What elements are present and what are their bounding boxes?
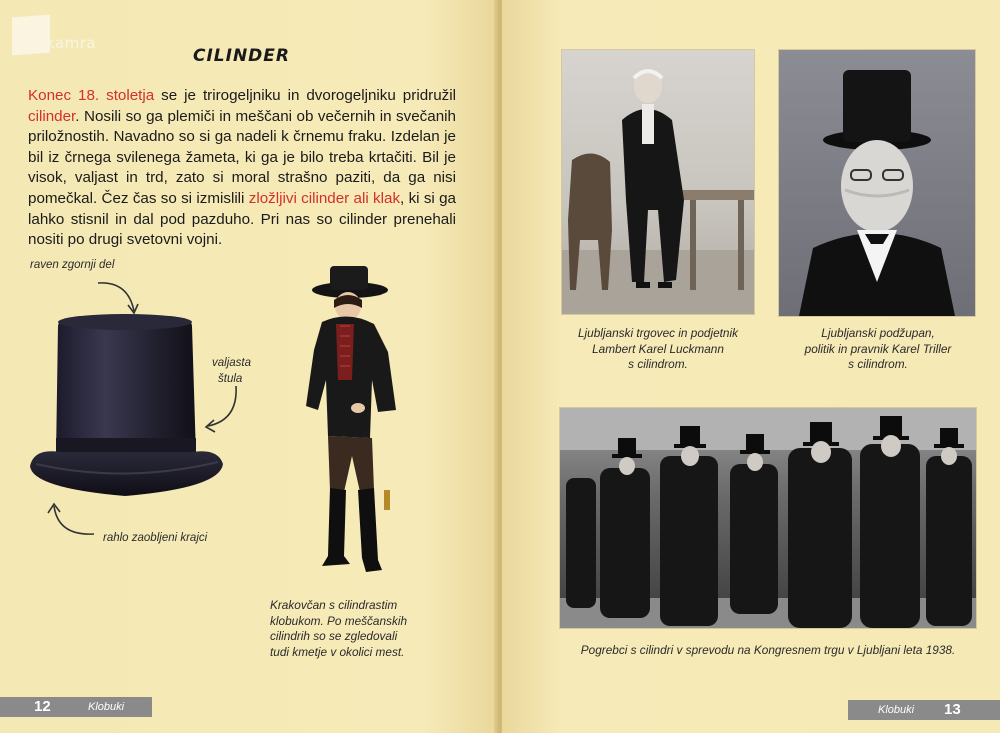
krakovcan-caption-line4: tudi kmetje v okolici mest. — [270, 644, 405, 659]
photo-luckmann — [562, 50, 754, 314]
paragraph-text-1: se je trirogeljniku in dvorogeljniku pridružil — [154, 87, 456, 104]
kamra-logo — [8, 12, 118, 62]
footer-right-bar — [848, 700, 1000, 720]
left-page — [0, 0, 498, 733]
page-title: CILINDER — [193, 46, 291, 66]
triller-caption — [778, 326, 978, 373]
krakovcan-caption-line1: Krakovčan s cilindrastim — [270, 598, 398, 612]
highlight-cilinder: cilinder — [28, 107, 76, 125]
krakovcan-caption — [270, 598, 440, 660]
intro-paragraph — [28, 86, 456, 251]
luckmann-caption-line2: Lambert Karel Luckmann — [592, 341, 724, 356]
triller-caption-line3: s cilindrom. — [848, 357, 908, 371]
krakovcan-illustration — [292, 260, 422, 585]
photo-procession — [560, 408, 976, 628]
triller-caption-line1: Ljubljanski podžupan, — [821, 326, 935, 340]
triller-caption-line2: politik in pravnik Karel Triller — [804, 341, 952, 356]
logo-mark-icon — [12, 15, 50, 56]
page-number-left: 12 — [34, 698, 51, 715]
arrow-side-icon — [198, 380, 248, 440]
photo-triller — [779, 50, 975, 316]
section-label-left: Klobuki — [88, 701, 125, 713]
label-side-2: štula — [218, 373, 243, 385]
label-top: raven zgornji del — [30, 259, 115, 271]
procession-caption: Pogrebci s cilindri v sprevodu na Kongresnem trgu v Ljubljani leta 1938. — [580, 643, 956, 657]
photo-triller-image — [779, 50, 975, 316]
right-page — [502, 0, 1000, 733]
photo-procession-image — [560, 408, 976, 628]
highlight-klak: zložljivi cilinder ali klak — [248, 189, 401, 207]
krakovcan-caption-line3: cilindrih so se zgledovali — [270, 629, 398, 643]
highlight-period: Konec 18. stoletja — [28, 87, 155, 104]
page-number-right: 13 — [944, 701, 961, 718]
label-side-1: valjasta — [212, 357, 251, 369]
luckmann-caption — [560, 326, 756, 373]
paragraph-text-2: . Nosili so ga plemiči in meščani ob večernih in svečanih priložnostih. Navadno so si ga nadeli k črnemu fraku. Izdelan je bil iz črnega svilenega žameta, ki ga je bilo treba krtačiti. Bil je visok, valjast in trd, zato si moral strašno paziti, da ga nisi pomečkal. Čez čas so si izmislili — [28, 107, 456, 207]
krakovcan-caption-line2: klobukom. Po meščanskih — [270, 613, 408, 628]
label-brim: rahlo zaobljeni krajci — [103, 532, 208, 544]
paragraph-text-3: , ki si ga lahko stisnil in dal pod pazduho. Pri nas so cilinder prenehali nositi po drugi svetovni vojni. — [28, 189, 456, 249]
luckmann-caption-line1: Ljubljanski trgovec in podjetnik — [577, 326, 738, 340]
section-label-right: Klobuki — [878, 704, 915, 716]
footer-left-bar — [0, 697, 152, 717]
logo-text: kamra — [46, 34, 97, 52]
arrow-top-icon — [90, 275, 150, 325]
photo-luckmann-image — [562, 50, 754, 314]
arrow-brim-icon — [44, 496, 104, 546]
luckmann-caption-line3: s cilindrom. — [628, 357, 688, 371]
